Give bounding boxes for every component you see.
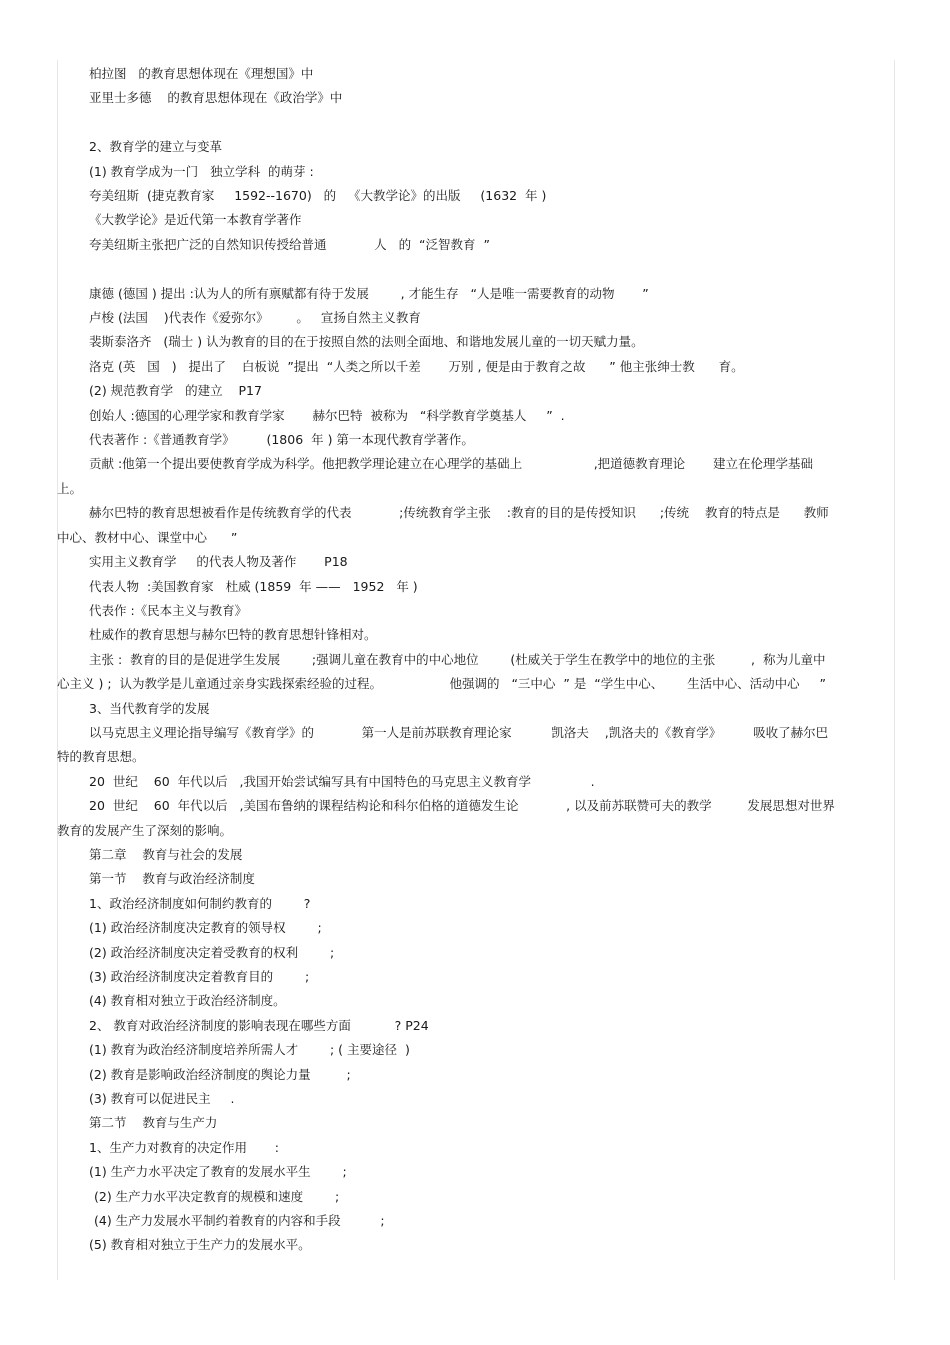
text-line: 教育的发展产生了深刻的影响。	[57, 822, 233, 838]
text-line: 洛克 (英 国 ) 提出了 白板说 ”提出 “人类之所以千差 万别 , 便是由于教育之故 ” 他主张绅士教 育。	[89, 358, 744, 374]
text-line: 以马克思主义理论指导编写《教育学》的 第一人是前苏联教育理论家 凯洛夫 ,凯洛夫的《教育学》 吸收了赫尔巴	[89, 724, 829, 740]
document-body	[57, 62, 883, 1258]
text-line: 代表人物 :美国教育家 杜威 (1859 年 —— 1952 年 )	[89, 578, 418, 594]
text-line: 创始人 :德国的心理学家和教育学家 赫尔巴特 被称为 “科学教育学奠基人 ” .	[89, 407, 565, 423]
blank-line	[57, 257, 883, 281]
text-line: 特的教育思想。	[57, 749, 145, 765]
text-line: 第二节 教育与生产力	[89, 1115, 218, 1131]
text-line: 2、教育学的建立与变革	[89, 139, 222, 155]
text-line: 实用主义教育学 的代表人物及著作 P18	[89, 554, 348, 570]
text-line: 上。	[57, 480, 83, 496]
text-line: 康德 (德国 ) 提出 :认为人的所有禀赋都有待于发展 , 才能生存 “人是唯一需要教育的动物 ”	[89, 285, 649, 301]
text-line: (3) 政治经济制度决定着教育目的 ;	[89, 969, 310, 984]
text-line: (2) 生产力水平决定教育的规模和速度 ;	[94, 1188, 340, 1204]
text-line: 亚里士多德 的教育思想体现在《政治学》中	[89, 90, 343, 106]
text-line: (5) 教育相对独立于生产力的发展水平。	[89, 1237, 311, 1253]
text-line: (2) 规范教育学 的建立 P17	[89, 383, 262, 399]
text-line: (2) 教育是影响政治经济制度的舆论力量 ;	[89, 1066, 351, 1082]
text-line: (3) 教育可以促进民主 .	[89, 1091, 235, 1107]
text-line: 贡献 :他第一个提出要使教育学成为科学。他把教学理论建立在心理学的基础上 ,把道德教育理论 建立在伦理学基础	[89, 456, 813, 472]
text-line: 1、生产力对教育的决定作用 :	[89, 1139, 279, 1155]
text-line: 2、 教育对政治经济制度的影响表现在哪些方面 ? P24	[89, 1017, 429, 1033]
text-line: 20 世纪 60 年代以后 ,我国开始尝试编写具有中国特色的马克思主义教育学 .	[89, 773, 595, 789]
text-line: 代表作 :《民本主义与教育》	[89, 602, 248, 618]
text-line: 代表著作 :《普通教育学》 (1806 年 ) 第一本现代教育学著作。	[89, 432, 474, 448]
text-line: 杜威作的教育思想与赫尔巴特的教育思想针锋相对。	[89, 627, 377, 643]
text-line: 赫尔巴特的教育思想被看作是传统教育学的代表 ;传统教育学主张 :教育的目的是传授知识 ;传统 教育的特点是 教师	[89, 505, 829, 521]
text-line: (1) 政治经济制度决定教育的领导权 ;	[89, 920, 322, 936]
text-line: 3、当代教育学的发展	[89, 700, 210, 716]
text-line: 《大教学论》是近代第一本教育学著作	[89, 212, 302, 228]
text-line: (4) 生产力发展水平制约着教育的内容和手段 ;	[94, 1213, 385, 1229]
text-line: 夸美纽斯主张把广泛的自然知识传授给普通 人 的 “泛智教育 ”	[89, 236, 490, 252]
text-line: 第二章 教育与社会的发展	[89, 846, 243, 862]
text-line: 20 世纪 60 年代以后 ,美国布鲁纳的课程结构论和科尔伯格的道德发生论 , 以及前苏联赞可夫的教学 发展思想对世界	[89, 798, 835, 814]
text-line: 裴斯泰洛齐 (瑞士 ) 认为教育的目的在于按照自然的法则全面地、和谐地发展儿童的一切天赋力量。	[89, 334, 644, 350]
blank-line	[57, 111, 883, 135]
text-line: (1) 教育为政治经济制度培养所需人才 ; ( 主要途径 )	[89, 1042, 410, 1058]
text-line: 中心、教材中心、课堂中心 ”	[57, 529, 238, 545]
text-line: (1) 教育学成为一门 独立学科 的萌芽 :	[89, 163, 314, 179]
text-line: 1、政治经济制度如何制约教育的 ?	[89, 895, 311, 911]
text-line: 柏拉图 的教育思想体现在《理想国》中	[89, 66, 314, 81]
text-line: 第一节 教育与政治经济制度	[89, 871, 255, 887]
text-line: 心主义 ) ; 认为教学是儿童通过亲身实践探索经验的过程。 他强调的 “三中心 ” 是 “学生中心、 生活中心、活动中心 ”	[57, 676, 826, 692]
text-line: 主张 : 教育的目的是促进学生发展 ;强调儿童在教育中的中心地位 (杜威关于学生在教学中的地位的主张 , 称为儿童中	[89, 651, 826, 667]
text-line: 夸美纽斯 (捷克教育家 1592--1670) 的 《大教学论》的出版 (1632 年 )	[89, 188, 547, 204]
text-line: (4) 教育相对独立于政治经济制度。	[89, 993, 286, 1009]
text-line: (2) 政治经济制度决定着受教育的权利 ;	[89, 944, 335, 960]
text-line: 卢梭 (法国 )代表作《爱弥尔》 。 宣扬自然主义教育	[89, 310, 421, 326]
text-line: (1) 生产力水平决定了教育的发展水平生 ;	[89, 1164, 347, 1180]
